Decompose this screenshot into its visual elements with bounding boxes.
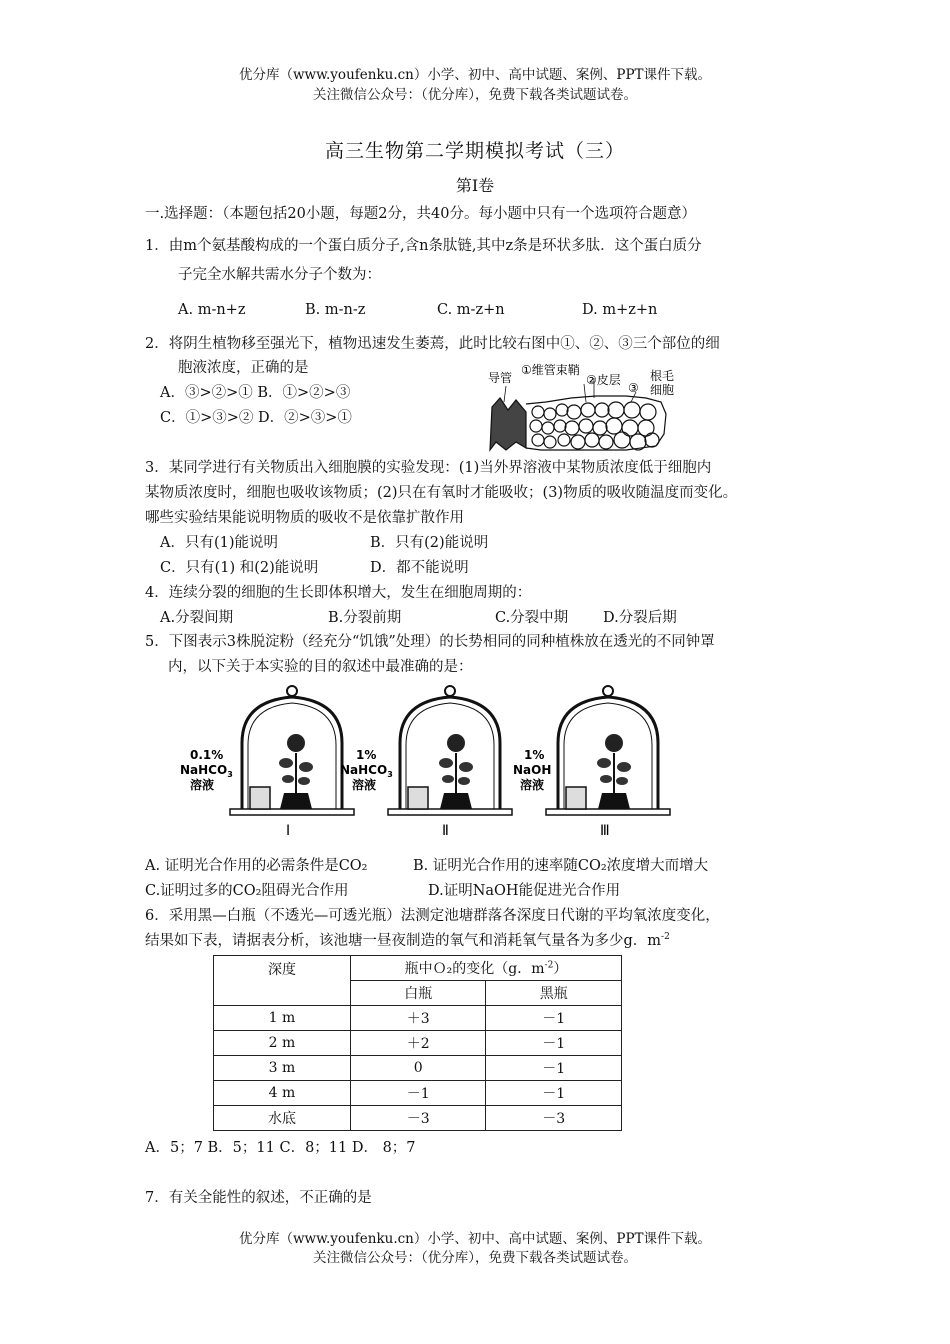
bell-jar-1 <box>180 686 354 839</box>
th-black-bottle: 黑瓶 <box>486 981 622 1006</box>
jar3-solute: NaOH <box>513 763 552 777</box>
fig-label-vessel: 导管 <box>488 371 513 385</box>
q4-option-d: D.分裂后期 <box>603 610 677 626</box>
q5-option-a: A. 证明光合作用的必需条件是CO₂ <box>145 858 368 874</box>
q3-option-b: B．只有(2)能说明 <box>370 535 489 551</box>
q4-option-a: A.分裂间期 <box>160 610 234 626</box>
root-section-figure <box>486 362 686 454</box>
th-o2-change: 瓶中Ｏ₂的变化（g．$m^{-2}$） <box>351 956 622 981</box>
section-heading: 一.选择题：（本题包括20小题，每题2分，共40分。每小题中只有一个选项符合题意） <box>145 206 696 222</box>
jar1-solution: 溶液 <box>190 778 215 792</box>
q1-stem-2: 子完全水解共需水分子个数为： <box>178 267 381 283</box>
volume-title: 第Ⅰ卷 <box>455 176 495 195</box>
q6-stem-1: 6．采用黑—白瓶（不透光—可透光瓶）法测定池塘群落各深度日代谢的平均氧浓度变化， <box>145 908 720 924</box>
cell-depth: 2 m <box>214 1031 351 1056</box>
q5-stem-1: 5．下图表示3株脱淀粉（经充分“饥饿”处理）的长势相同的同种植株放在透光的不同钟罩 <box>145 634 715 650</box>
q2-options-1: A．③>②>① B．①>②>③ <box>160 385 351 401</box>
fig-label-cell: 细胞 <box>650 383 675 397</box>
jar3-conc: 1% <box>524 748 545 762</box>
cell-depth: 4 m <box>214 1081 351 1106</box>
bell-jar-2 <box>340 686 512 839</box>
bell-jar-figure <box>170 683 690 843</box>
fig-label-cortex: ②皮层 <box>586 373 621 387</box>
th-white-bottle: 白瓶 <box>351 981 486 1006</box>
q3-option-a: A．只有(1)能说明 <box>160 535 279 551</box>
jar1-numeral: Ⅰ <box>286 823 291 839</box>
table-row <box>214 1006 622 1031</box>
jar3-solution: 溶液 <box>520 778 545 792</box>
jar3-numeral: Ⅲ <box>600 823 610 839</box>
header-line-2: 关注微信公众号：（优分库），免费下载各类试题试卷。 <box>313 87 637 103</box>
cell-white: 0 <box>351 1056 486 1081</box>
cell-black: －1 <box>486 1006 622 1031</box>
cell-tissue-drawing <box>490 378 666 450</box>
jar2-numeral: Ⅱ <box>442 823 449 839</box>
cell-white: ＋2 <box>351 1031 486 1056</box>
table-row <box>214 1056 622 1081</box>
jar2-solute: NaHCO$_3$ <box>340 763 393 779</box>
cell-depth: 水底 <box>214 1106 351 1131</box>
footer-line-2: 关注微信公众号：（优分库），免费下载各类试题试卷。 <box>313 1250 637 1266</box>
q4-option-c: C.分裂中期 <box>495 610 569 626</box>
q3-option-d: D．都不能说明 <box>370 560 469 576</box>
jar2-solution: 溶液 <box>352 778 377 792</box>
q1-stem-1: 1．由m个氨基酸构成的一个蛋白质分子,含n条肽链,其中z条是环状多肽．这个蛋白质分 <box>145 238 702 254</box>
q5-stem-2: 内，以下关于本实验的目的叙述中最准确的是： <box>168 659 473 675</box>
fig-label-3: ③ <box>628 381 639 395</box>
q5-option-b: B. 证明光合作用的速率随CO₂浓度增大而增大 <box>413 858 709 874</box>
q4-option-b: B.分裂前期 <box>328 610 402 626</box>
q2-options-2: C．①>③>② D．②>③>① <box>160 410 352 426</box>
table-row <box>214 1081 622 1106</box>
footer-line-1: 优分库（www.youfenku.cn）小学、初中、高中试题、案例、PPT课件下载。 <box>238 1231 712 1247</box>
q2-stem-2: 胞液浓度，正确的是 <box>178 360 309 376</box>
cell-depth: 3 m <box>214 1056 351 1081</box>
oxygen-table <box>213 955 622 1131</box>
q5-option-d: D.证明NaOH能促进光合作用 <box>428 883 621 899</box>
q2-stem-1: 2．将阴生植物移至强光下，植物迅速发生萎蔫，此时比较右图中①、②、③三个部位的细 <box>145 336 720 352</box>
table-row <box>214 1106 622 1131</box>
jar2-conc: 1% <box>356 748 377 762</box>
cell-black: －1 <box>486 1081 622 1106</box>
cell-black: －1 <box>486 1056 622 1081</box>
q1-option-d: D. m+z+n <box>582 302 658 318</box>
cell-black: －3 <box>486 1106 622 1131</box>
q6-stem-2: 结果如下表，请据表分析，该池塘一昼夜制造的氧气和消耗氧气量各为多少g．$m^{-2}$ <box>145 932 670 949</box>
q3-stem-2: 某物质浓度时，细胞也吸收该物质；(2)只在有氧时才能吸收；(3)物质的吸收随温度而变化。 <box>145 485 738 501</box>
fig-label-sheath: ①维管束鞘 <box>521 363 580 377</box>
cell-white: ＋3 <box>351 1006 486 1031</box>
page-title: 高三生物第二学期模拟考试（三） <box>324 140 625 162</box>
cell-depth: 1 m <box>214 1006 351 1031</box>
jar1-conc: 0.1% <box>190 748 224 762</box>
q1-option-c: C. m-z+n <box>437 302 505 318</box>
q5-option-c: C.证明过多的CO₂阻碍光合作用 <box>145 883 349 899</box>
q4-stem: 4．连续分裂的细胞的生长即体积增大，发生在细胞周期的： <box>145 585 532 601</box>
q7-stem: 7．有关全能性的叙述，不正确的是 <box>145 1190 372 1206</box>
bell-jar-3 <box>513 686 670 839</box>
cell-white: －1 <box>351 1081 486 1106</box>
cell-black: －1 <box>486 1031 622 1056</box>
cell-white: －3 <box>351 1106 486 1131</box>
q3-stem-1: 3．某同学进行有关物质出入细胞膜的实验发现：(1)当外界溶液中某物质浓度低于细胞内 <box>145 460 712 476</box>
q1-option-a: A. m-n+z <box>178 302 246 318</box>
jar1-solute: NaHCO$_3$ <box>180 763 233 779</box>
header-line-1: 优分库（www.youfenku.cn）小学、初中、高中试题、案例、PPT课件下载。 <box>238 67 712 83</box>
fig-label-roothair: 根毛 <box>650 369 675 383</box>
q6-options: A．5；7 B．5；11 C．8；11 D． 8；7 <box>145 1140 416 1156</box>
th-depth: 深度 <box>214 956 351 1006</box>
q3-option-c: C．只有(1) 和(2)能说明 <box>160 560 319 576</box>
q3-stem-3: 哪些实验结果能说明物质的吸收不是依靠扩散作用 <box>145 510 464 526</box>
table-row <box>214 1031 622 1056</box>
q1-option-b: B. m-n-z <box>305 302 366 318</box>
